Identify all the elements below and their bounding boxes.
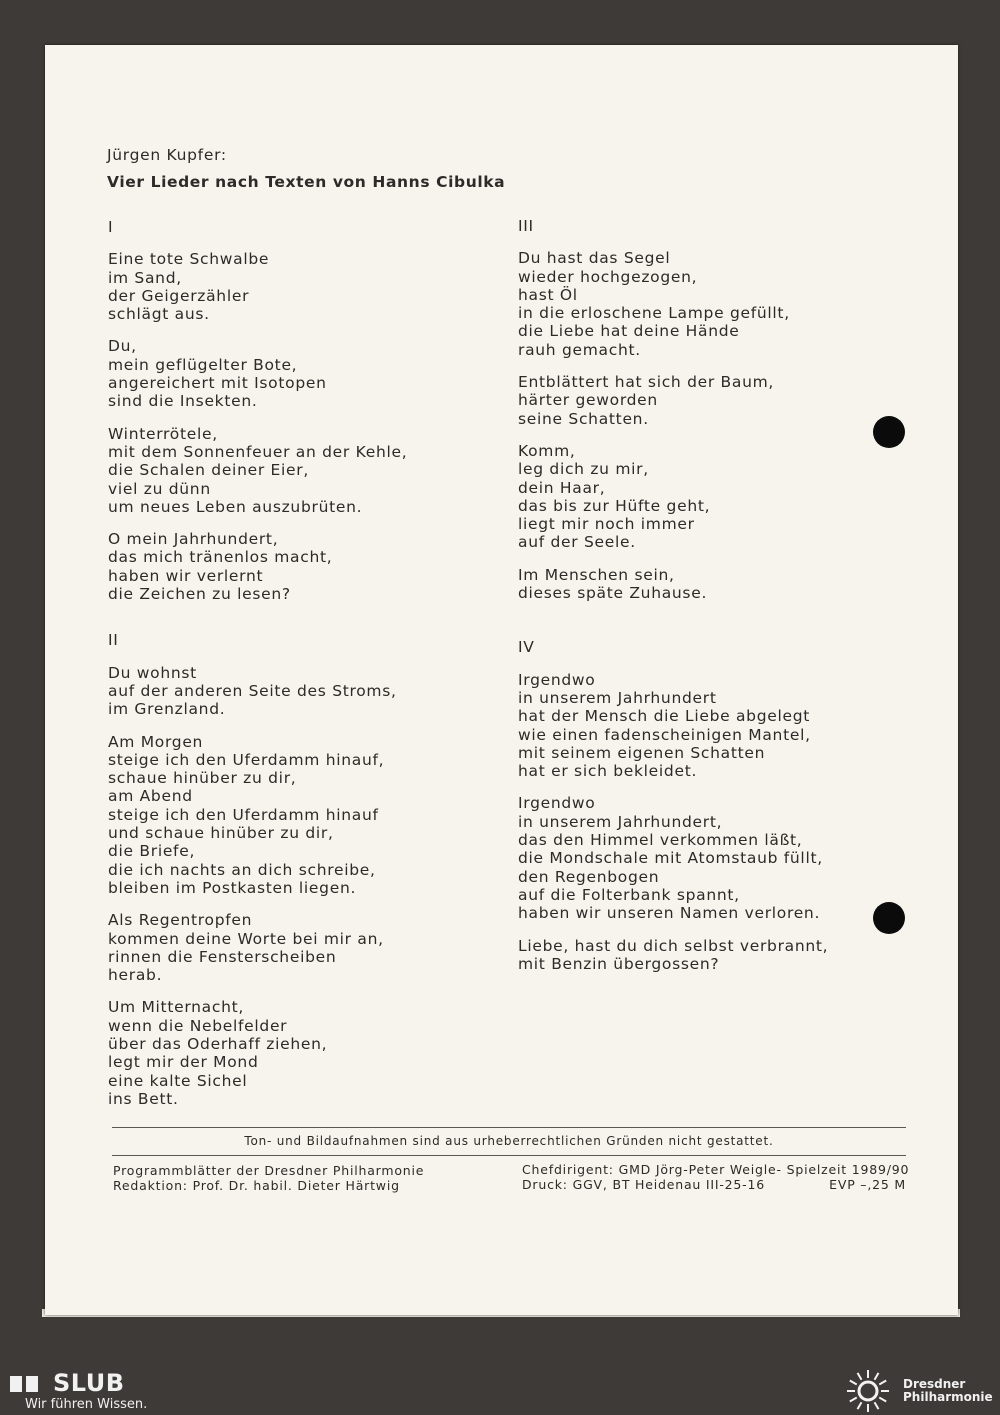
- footer-top-rule: [112, 1127, 906, 1128]
- verse-line: in die erloschene Lampe gefüllt,: [518, 304, 790, 323]
- stanza: [518, 566, 898, 603]
- stanza: [108, 911, 498, 984]
- dresdner-philharmonie-logo-icon[interactable]: [843, 1369, 893, 1413]
- partner-name-line-2: Philharmonie: [903, 1389, 993, 1404]
- section-number: II: [108, 631, 119, 650]
- stanza: [108, 530, 498, 603]
- song-section-2: [108, 631, 498, 1108]
- verse-line: in unserem Jahrhundert: [518, 688, 717, 707]
- verse-line: Du hast das Segel: [518, 249, 671, 268]
- verse-line: Um Mitternacht,: [108, 998, 245, 1017]
- verse-line: Als Regentropfen: [108, 911, 253, 930]
- verse-line: auf der anderen Seite des Stroms,: [108, 681, 397, 700]
- verse-line: Entblättert hat sich der Baum,: [518, 373, 775, 392]
- stanza: [108, 733, 498, 898]
- verse-line: Im Menschen sein,: [518, 565, 675, 584]
- verse-line: die Briefe,: [108, 842, 196, 861]
- verse-line: O mein Jahrhundert,: [108, 530, 279, 549]
- verse-line: das den Himmel verkommen läßt,: [518, 831, 803, 850]
- verse-line: im Sand,: [108, 268, 182, 287]
- verse-line: Am Morgen: [108, 732, 204, 751]
- stanza: [518, 794, 898, 922]
- verse-line: dein Haar,: [518, 478, 606, 497]
- stanza: [518, 373, 898, 428]
- verse-line: auf die Folterbank spannt,: [518, 885, 740, 904]
- verse-line: Winterrötele,: [108, 424, 218, 443]
- verse-line: die Schalen deiner Eier,: [108, 461, 309, 480]
- verse-line: bleiben im Postkasten liegen.: [108, 878, 357, 897]
- poem-column-right: [518, 217, 898, 987]
- repository-banner: [0, 1365, 1000, 1415]
- verse-line: eine kalte Sichel: [108, 1071, 248, 1090]
- publication-name: Programmblätter der Dresdner Philharmonie: [113, 1163, 425, 1178]
- verse-line: die Mondschale mit Atomstaub füllt,: [518, 849, 823, 868]
- verse-line: mit Benzin übergossen?: [518, 954, 720, 973]
- verse-line: haben wir verlernt: [108, 566, 264, 585]
- verse-line: Du,: [108, 337, 137, 356]
- partner-name-line-1: Dresdner: [903, 1377, 966, 1391]
- verse-line: in unserem Jahrhundert,: [518, 812, 723, 831]
- verse-line: hat der Mensch die Liebe abgelegt: [518, 707, 811, 726]
- season: - Spielzeit 1989/90: [776, 1162, 910, 1177]
- verse-line: Komm,: [518, 441, 576, 460]
- verse-line: auf der Seele.: [518, 533, 636, 552]
- verse-line: mit seinem eigenen Schatten: [518, 743, 766, 762]
- verse-line: schlägt aus.: [108, 305, 210, 324]
- verse-line: liegt mir noch immer: [518, 515, 695, 534]
- stanza: [518, 671, 898, 781]
- song-section-3: [518, 217, 898, 602]
- verse-line: rinnen die Fensterscheiben: [108, 947, 337, 966]
- production-info: [522, 1162, 910, 1192]
- stanza: [108, 337, 498, 410]
- verse-line: über das Oderhaff ziehen,: [108, 1034, 328, 1053]
- verse-line: dieses späte Zuhause.: [518, 584, 708, 603]
- verse-line: und schaue hinüber zu dir,: [108, 824, 334, 843]
- verse-line: steige ich den Uferdamm hinauf: [108, 805, 379, 824]
- library-tagline: Wir führen Wissen.: [25, 1397, 148, 1412]
- verse-line: ins Bett.: [108, 1089, 179, 1108]
- stanza: [518, 937, 898, 974]
- verse-line: der Geigerzähler: [108, 286, 250, 305]
- slub-logo-icon[interactable]: [10, 1374, 40, 1394]
- partner-name[interactable]: [903, 1378, 993, 1403]
- verse-line: viel zu dünn: [108, 479, 211, 498]
- verse-line: sind die Insekten.: [108, 392, 258, 411]
- verse-line: die ich nachts an dich schreibe,: [108, 860, 376, 879]
- verse-line: die Liebe hat deine Hände: [518, 322, 740, 341]
- verse-line: wieder hochgezogen,: [518, 267, 698, 286]
- poem-column-left: [108, 218, 498, 1122]
- verse-line: seine Schatten.: [518, 409, 649, 428]
- copyright-notice: Ton- und Bildaufnahmen sind aus urheberrechtlichen Gründen nicht gestattet.: [244, 1134, 774, 1148]
- verse-line: wie einen fadenscheinigen Mantel,: [518, 725, 811, 744]
- section-number: IV: [518, 638, 535, 657]
- verse-line: härter geworden: [518, 391, 658, 410]
- verse-line: steige ich den Uferdamm hinauf,: [108, 750, 385, 769]
- publication-info: [113, 1163, 424, 1193]
- stanza: [108, 664, 498, 719]
- verse-line: haben wir unseren Namen verloren.: [518, 904, 821, 923]
- verse-line: mein geflügelter Bote,: [108, 355, 298, 374]
- price: EVP –,25 M: [829, 1177, 906, 1192]
- verse-line: um neues Leben auszubrüten.: [108, 497, 363, 516]
- verse-line: schaue hinüber zu dir,: [108, 769, 297, 788]
- work-title: Vier Lieder nach Texten von Hanns Cibulka: [107, 173, 506, 191]
- section-number: I: [108, 218, 114, 236]
- verse-line: kommen deine Worte bei mir an,: [108, 929, 384, 948]
- verse-line: Irgendwo: [518, 670, 596, 689]
- stanza: [518, 249, 898, 359]
- verse-line: am Abend: [108, 787, 193, 806]
- stanza: [108, 250, 498, 323]
- verse-line: mit dem Sonnenfeuer an der Kehle,: [108, 442, 408, 461]
- section-number: III: [518, 217, 534, 235]
- song-section-4: [518, 638, 898, 973]
- editor-credit: Redaktion: Prof. Dr. habil. Dieter Härtwig: [113, 1178, 400, 1193]
- stanza: [108, 425, 498, 516]
- verse-line: Liebe, hast du dich selbst verbrannt,: [518, 936, 829, 955]
- verse-line: den Regenbogen: [518, 867, 660, 886]
- library-name[interactable]: SLUB: [53, 1369, 125, 1397]
- song-section-1: [108, 218, 498, 603]
- verse-line: herab.: [108, 966, 163, 985]
- verse-line: hast Öl: [518, 285, 578, 304]
- verse-line: legt mir der Mond: [108, 1053, 259, 1072]
- stanza: [108, 998, 498, 1108]
- verse-line: im Grenzland.: [108, 700, 226, 719]
- verse-line: das bis zur Hüfte geht,: [518, 496, 711, 515]
- composer-name: Jürgen Kupfer:: [107, 146, 227, 164]
- footer-bottom-rule: [112, 1155, 906, 1156]
- verse-line: Du wohnst: [108, 663, 197, 682]
- verse-line: hat er sich bekleidet.: [518, 762, 698, 781]
- stanza: [518, 442, 898, 552]
- verse-line: wenn die Nebelfelder: [108, 1016, 288, 1035]
- verse-line: Irgendwo: [518, 794, 596, 813]
- verse-line: leg dich zu mir,: [518, 460, 649, 479]
- verse-line: rauh gemacht.: [518, 340, 641, 359]
- verse-line: angereichert mit Isotopen: [108, 374, 327, 393]
- printer-info: Druck: GGV, BT Heidenau III-25-16: [522, 1177, 765, 1192]
- verse-line: Eine tote Schwalbe: [108, 250, 270, 269]
- chief-conductor: Chefdirigent: GMD Jörg-Peter Weigle: [522, 1162, 777, 1177]
- verse-line: das mich tränenlos macht,: [108, 548, 333, 567]
- verse-line: die Zeichen zu lesen?: [108, 585, 291, 604]
